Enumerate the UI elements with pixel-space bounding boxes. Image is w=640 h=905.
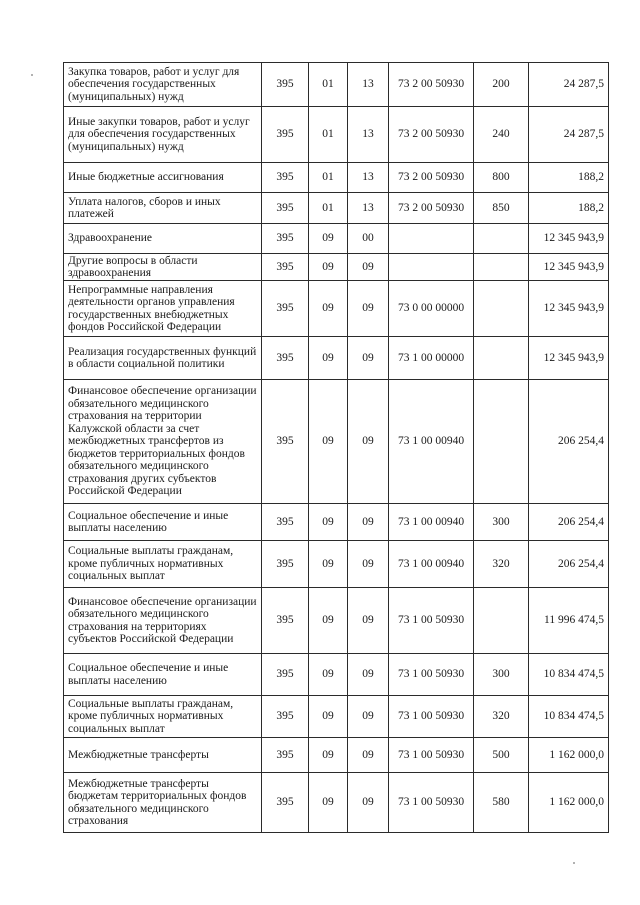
expense-type-code: 320 bbox=[474, 696, 529, 738]
expense-name: Финансовое обеспечение организации обязательного медицинского страхования на территории Калужской области за счет межбюджетных трансфертов из бюджетов территориальных фондов обязательного медицинского страхования других субъектов Российской Федерации bbox=[64, 380, 262, 504]
target-article-code: 73 2 00 50930 bbox=[389, 63, 474, 107]
amount: 206 254,4 bbox=[529, 380, 609, 504]
expense-type-code: 580 bbox=[474, 773, 529, 833]
scan-speck bbox=[31, 74, 33, 76]
grbs-code: 395 bbox=[262, 588, 309, 654]
target-article-code: 73 2 00 50930 bbox=[389, 193, 474, 224]
expense-type-code: 320 bbox=[474, 541, 529, 588]
table-row bbox=[64, 773, 609, 833]
section-code: 09 bbox=[309, 281, 348, 337]
grbs-code: 395 bbox=[262, 163, 309, 193]
target-article-code: 73 1 00 50930 bbox=[389, 738, 474, 773]
grbs-code: 395 bbox=[262, 107, 309, 163]
expense-name: Непрограммные направления деятельности органов управления государственных внебюджетных фондов Российской Федерации bbox=[64, 281, 262, 337]
grbs-code: 395 bbox=[262, 193, 309, 224]
table-row bbox=[64, 163, 609, 193]
table-row bbox=[64, 504, 609, 541]
scan-speck bbox=[573, 862, 575, 864]
table-row bbox=[64, 107, 609, 163]
expense-type-code: 200 bbox=[474, 63, 529, 107]
expense-name: Межбюджетные трансферты bbox=[64, 738, 262, 773]
grbs-code: 395 bbox=[262, 696, 309, 738]
subsection-code: 09 bbox=[348, 337, 389, 380]
expense-name: Межбюджетные трансферты бюджетам территориальных фондов обязательного медицинского страхования bbox=[64, 773, 262, 833]
target-article-code: 73 1 00 50930 bbox=[389, 773, 474, 833]
target-article-code: 73 2 00 50930 bbox=[389, 163, 474, 193]
target-article-code: 73 1 00 00000 bbox=[389, 337, 474, 380]
target-article-code: 73 1 00 00940 bbox=[389, 380, 474, 504]
expense-type-code: 500 bbox=[474, 738, 529, 773]
expense-name: Реализация государственных функций в области социальной политики bbox=[64, 337, 262, 380]
amount: 206 254,4 bbox=[529, 541, 609, 588]
expense-type-code: 850 bbox=[474, 193, 529, 224]
grbs-code: 395 bbox=[262, 773, 309, 833]
expense-type-code bbox=[474, 281, 529, 337]
subsection-code: 13 bbox=[348, 63, 389, 107]
target-article-code: 73 1 00 50930 bbox=[389, 696, 474, 738]
expense-type-code bbox=[474, 254, 529, 281]
subsection-code: 00 bbox=[348, 224, 389, 254]
amount: 188,2 bbox=[529, 193, 609, 224]
amount: 12 345 943,9 bbox=[529, 281, 609, 337]
grbs-code: 395 bbox=[262, 738, 309, 773]
target-article-code: 73 1 00 00940 bbox=[389, 541, 474, 588]
subsection-code: 13 bbox=[348, 107, 389, 163]
expense-type-code: 240 bbox=[474, 107, 529, 163]
target-article-code: 73 1 00 00940 bbox=[389, 504, 474, 541]
budget-allocation-table bbox=[63, 62, 609, 833]
expense-type-code bbox=[474, 380, 529, 504]
section-code: 01 bbox=[309, 163, 348, 193]
expense-type-code: 300 bbox=[474, 504, 529, 541]
section-code: 09 bbox=[309, 654, 348, 696]
section-code: 01 bbox=[309, 63, 348, 107]
table-row bbox=[64, 738, 609, 773]
section-code: 09 bbox=[309, 541, 348, 588]
grbs-code: 395 bbox=[262, 380, 309, 504]
grbs-code: 395 bbox=[262, 63, 309, 107]
expense-type-code: 300 bbox=[474, 654, 529, 696]
expense-name: Уплата налогов, сборов и иных платежей bbox=[64, 193, 262, 224]
table-row bbox=[64, 696, 609, 738]
expense-type-code bbox=[474, 224, 529, 254]
grbs-code: 395 bbox=[262, 254, 309, 281]
section-code: 09 bbox=[309, 337, 348, 380]
expense-type-code: 800 bbox=[474, 163, 529, 193]
amount: 12 345 943,9 bbox=[529, 254, 609, 281]
target-article-code bbox=[389, 254, 474, 281]
table-row bbox=[64, 654, 609, 696]
amount: 1 162 000,0 bbox=[529, 738, 609, 773]
section-code: 01 bbox=[309, 193, 348, 224]
expense-name: Социальные выплаты гражданам, кроме публичных нормативных социальных выплат bbox=[64, 696, 262, 738]
amount: 10 834 474,5 bbox=[529, 696, 609, 738]
section-code: 09 bbox=[309, 738, 348, 773]
subsection-code: 09 bbox=[348, 504, 389, 541]
section-code: 09 bbox=[309, 588, 348, 654]
section-code: 09 bbox=[309, 224, 348, 254]
table-row bbox=[64, 224, 609, 254]
subsection-code: 09 bbox=[348, 773, 389, 833]
expense-name: Закупка товаров, работ и услуг для обеспечения государственных (муниципальных) нужд bbox=[64, 63, 262, 107]
target-article-code: 73 1 00 50930 bbox=[389, 588, 474, 654]
subsection-code: 13 bbox=[348, 163, 389, 193]
grbs-code: 395 bbox=[262, 654, 309, 696]
subsection-code: 09 bbox=[348, 696, 389, 738]
section-code: 09 bbox=[309, 773, 348, 833]
table-row bbox=[64, 254, 609, 281]
target-article-code: 73 0 00 00000 bbox=[389, 281, 474, 337]
expense-name: Здравоохранение bbox=[64, 224, 262, 254]
expense-name: Иные бюджетные ассигнования bbox=[64, 163, 262, 193]
expense-name: Социальное обеспечение и иные выплаты населению bbox=[64, 654, 262, 696]
table-row bbox=[64, 380, 609, 504]
amount: 24 287,5 bbox=[529, 107, 609, 163]
expense-name: Социальное обеспечение и иные выплаты населению bbox=[64, 504, 262, 541]
amount: 12 345 943,9 bbox=[529, 224, 609, 254]
table-row bbox=[64, 337, 609, 380]
grbs-code: 395 bbox=[262, 504, 309, 541]
subsection-code: 09 bbox=[348, 380, 389, 504]
table-row bbox=[64, 193, 609, 224]
grbs-code: 395 bbox=[262, 337, 309, 380]
expense-type-code bbox=[474, 588, 529, 654]
expense-name: Финансовое обеспечение организации обязательного медицинского страхования на территориях субъектов Российской Федерации bbox=[64, 588, 262, 654]
target-article-code: 73 2 00 50930 bbox=[389, 107, 474, 163]
table-row bbox=[64, 63, 609, 107]
expense-name: Социальные выплаты гражданам, кроме публичных нормативных социальных выплат bbox=[64, 541, 262, 588]
amount: 1 162 000,0 bbox=[529, 773, 609, 833]
section-code: 09 bbox=[309, 380, 348, 504]
amount: 24 287,5 bbox=[529, 63, 609, 107]
amount: 12 345 943,9 bbox=[529, 337, 609, 380]
subsection-code: 09 bbox=[348, 281, 389, 337]
expense-name: Иные закупки товаров, работ и услуг для обеспечения государственных (муниципальных) нужд bbox=[64, 107, 262, 163]
section-code: 09 bbox=[309, 254, 348, 281]
section-code: 01 bbox=[309, 107, 348, 163]
table-row bbox=[64, 541, 609, 588]
amount: 188,2 bbox=[529, 163, 609, 193]
table-row bbox=[64, 281, 609, 337]
subsection-code: 09 bbox=[348, 738, 389, 773]
section-code: 09 bbox=[309, 696, 348, 738]
amount: 206 254,4 bbox=[529, 504, 609, 541]
expense-type-code bbox=[474, 337, 529, 380]
subsection-code: 09 bbox=[348, 541, 389, 588]
target-article-code: 73 1 00 50930 bbox=[389, 654, 474, 696]
subsection-code: 13 bbox=[348, 193, 389, 224]
table-row bbox=[64, 588, 609, 654]
grbs-code: 395 bbox=[262, 541, 309, 588]
amount: 11 996 474,5 bbox=[529, 588, 609, 654]
subsection-code: 09 bbox=[348, 254, 389, 281]
target-article-code bbox=[389, 224, 474, 254]
subsection-code: 09 bbox=[348, 588, 389, 654]
grbs-code: 395 bbox=[262, 224, 309, 254]
subsection-code: 09 bbox=[348, 654, 389, 696]
expense-name: Другие вопросы в области здравоохранения bbox=[64, 254, 262, 281]
grbs-code: 395 bbox=[262, 281, 309, 337]
section-code: 09 bbox=[309, 504, 348, 541]
amount: 10 834 474,5 bbox=[529, 654, 609, 696]
table-body bbox=[64, 63, 609, 833]
